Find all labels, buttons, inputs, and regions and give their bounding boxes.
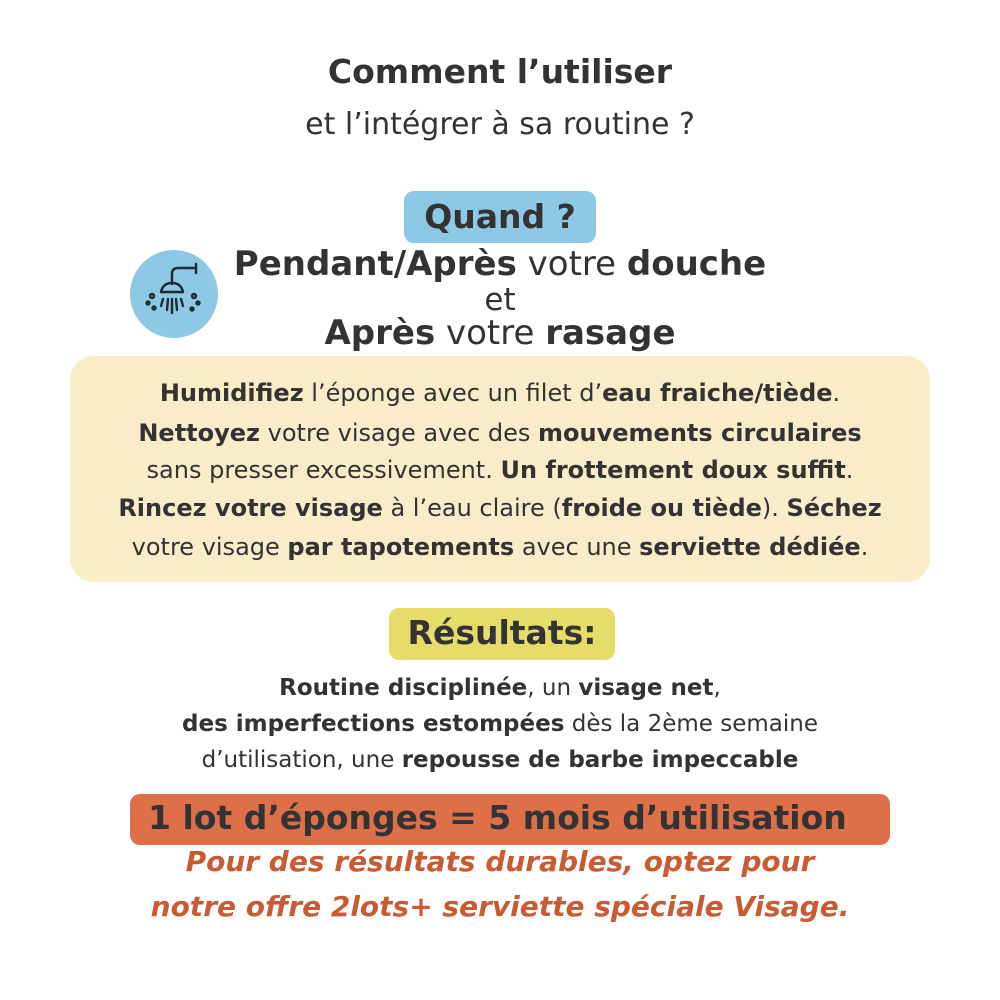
duration-banner: 1 lot d’éponges = 5 mois d’utilisation bbox=[130, 794, 890, 845]
instruction-line bbox=[0, 456, 1000, 484]
text: . bbox=[832, 379, 841, 407]
promo-text-line: Pour des résultats durables, optez pour bbox=[185, 845, 815, 878]
instruction-line bbox=[0, 419, 1000, 447]
bold-text: Pendant/Après bbox=[233, 244, 517, 284]
results-line bbox=[0, 747, 1000, 773]
bold-text: Routine disciplinée bbox=[279, 675, 528, 701]
promo-text-line: notre offre 2lots+ serviette spéciale Visage. bbox=[150, 890, 850, 923]
text: . bbox=[860, 533, 869, 561]
bold-text: rasage bbox=[545, 313, 676, 353]
bold-text: Rincez votre visage bbox=[118, 494, 383, 522]
bold-text: douche bbox=[626, 244, 767, 284]
bold-text: Humidifiez bbox=[159, 379, 304, 407]
bold-text: par tapotements bbox=[287, 533, 515, 561]
when-line-and: et bbox=[484, 282, 516, 318]
text: dès la 2ème semaine bbox=[564, 711, 818, 737]
text: à l’eau claire ( bbox=[382, 494, 562, 522]
text: avec une bbox=[514, 533, 640, 561]
bold-text: visage net bbox=[578, 675, 714, 701]
when-line-shaving bbox=[0, 313, 1000, 353]
bold-text: mouvements circulaires bbox=[538, 419, 862, 447]
text: , bbox=[713, 675, 721, 701]
text: , un bbox=[527, 675, 579, 701]
results-badge: Résultats: bbox=[389, 608, 615, 660]
text: l’éponge avec un filet d’ bbox=[303, 379, 603, 407]
results-line bbox=[0, 711, 1000, 737]
bold-text: Séchez bbox=[786, 494, 882, 522]
text: ). bbox=[761, 494, 787, 522]
page-title: Comment l’utiliser bbox=[327, 52, 673, 91]
text: votre visage bbox=[131, 533, 288, 561]
bold-text: des imperfections estompées bbox=[182, 711, 565, 737]
when-line-shower bbox=[0, 244, 1000, 284]
bold-text: repousse de barbe impeccable bbox=[401, 747, 799, 773]
text: votre bbox=[516, 244, 627, 284]
bold-text: eau fraiche/tiède bbox=[602, 379, 833, 407]
bold-text: Un frottement doux suffit bbox=[500, 456, 846, 484]
text: . bbox=[845, 456, 854, 484]
instruction-line bbox=[0, 533, 1000, 561]
when-badge: Quand ? bbox=[404, 191, 596, 243]
results-line bbox=[0, 675, 1000, 701]
text: d’utilisation, une bbox=[201, 747, 402, 773]
bold-text: Après bbox=[324, 313, 436, 353]
text: votre bbox=[435, 313, 546, 353]
text: votre visage avec des bbox=[260, 419, 539, 447]
instruction-line bbox=[0, 494, 1000, 522]
bold-text: Nettoyez bbox=[138, 419, 261, 447]
instruction-line bbox=[0, 379, 1000, 407]
text: sans presser excessivement. bbox=[146, 456, 501, 484]
bold-text: serviette dédiée bbox=[639, 533, 861, 561]
page-subtitle: et l’intégrer à sa routine ? bbox=[305, 107, 695, 142]
bold-text: froide ou tiède bbox=[561, 494, 762, 522]
